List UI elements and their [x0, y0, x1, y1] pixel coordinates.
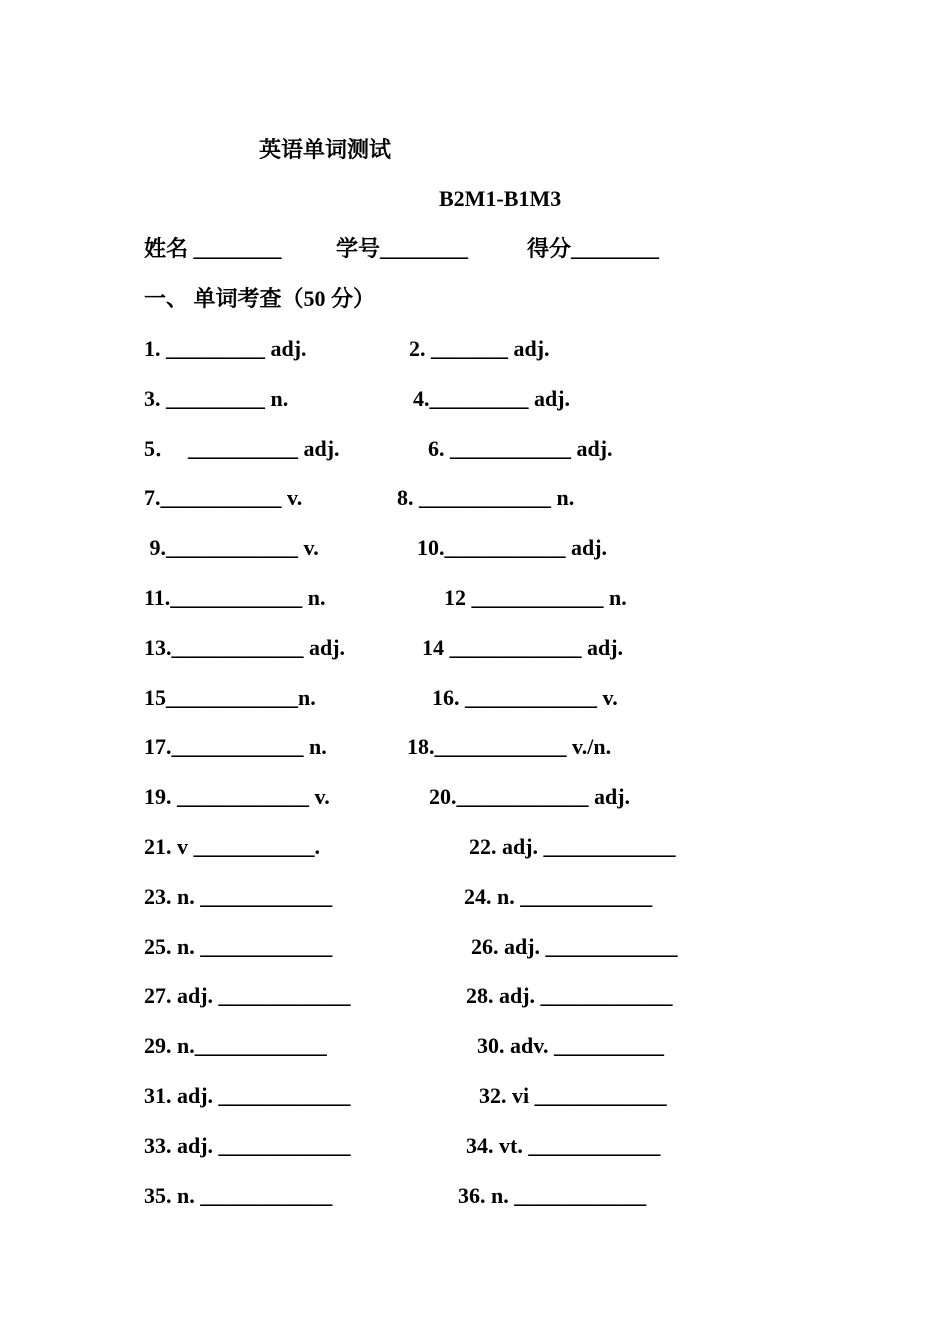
question-item: 29. n.____________ — [144, 1033, 327, 1058]
question-item: 22. adj. ____________ — [469, 834, 676, 859]
question-item: 3. _________ n. — [144, 386, 289, 411]
question-item: 21. v ___________. — [144, 834, 320, 859]
question-item: 27. adj. ____________ — [144, 983, 351, 1008]
question-item: 9.____________ v. — [144, 535, 319, 560]
question-item: 11.____________ n. — [144, 585, 326, 610]
question-item: 15____________n. — [144, 685, 316, 710]
question-item: 24. n. ____________ — [464, 884, 653, 909]
question-item: 33. adj. ____________ — [144, 1133, 351, 1158]
question-item: 19. ____________ v. — [144, 784, 330, 809]
question-item: 13.____________ adj. — [144, 635, 346, 660]
page-subtitle: B2M1-B1M3 — [439, 186, 562, 211]
question-item: 12 ____________ n. — [444, 585, 627, 610]
question-item: 8. ____________ n. — [397, 485, 575, 510]
question-item: 2. _______ adj. — [409, 336, 550, 361]
question-item: 31. adj. ____________ — [144, 1083, 351, 1108]
question-item: 18.____________ v./n. — [407, 734, 612, 759]
question-item: 5． __________ adj. — [144, 436, 340, 461]
question-item: 28. adj. ____________ — [466, 983, 673, 1008]
question-item: 10.___________ adj. — [417, 535, 608, 560]
question-item: 30. adv. __________ — [477, 1033, 665, 1058]
question-item: 17.____________ n. — [144, 734, 327, 759]
question-item: 7.___________ v. — [144, 485, 303, 510]
question-item: 35. n. ____________ — [144, 1183, 333, 1208]
question-item: 34. vt. ____________ — [466, 1133, 661, 1158]
question-item: 14 ____________ adj. — [422, 635, 624, 660]
name-field: 姓名 ________ — [144, 236, 282, 261]
question-item: 23. n. ____________ — [144, 884, 333, 909]
question-item: 4._________ adj. — [413, 386, 571, 411]
question-item: 36. n. ____________ — [458, 1183, 647, 1208]
question-item: 32. vi ____________ — [479, 1083, 667, 1108]
question-item: 25. n. ____________ — [144, 934, 333, 959]
page-title: 英语单词测试 — [259, 137, 392, 162]
score-field: 得分________ — [527, 236, 660, 261]
question-item: 1. _________ adj. — [144, 336, 307, 361]
question-item: 20.____________ adj. — [429, 784, 631, 809]
student-id-field: 学号________ — [336, 236, 469, 261]
section-heading: 一、 单词考查（50 分） — [144, 286, 376, 311]
question-item: 16. ____________ v. — [432, 685, 618, 710]
question-item: 6. ___________ adj. — [428, 436, 613, 461]
question-item: 26. adj. ____________ — [471, 934, 678, 959]
